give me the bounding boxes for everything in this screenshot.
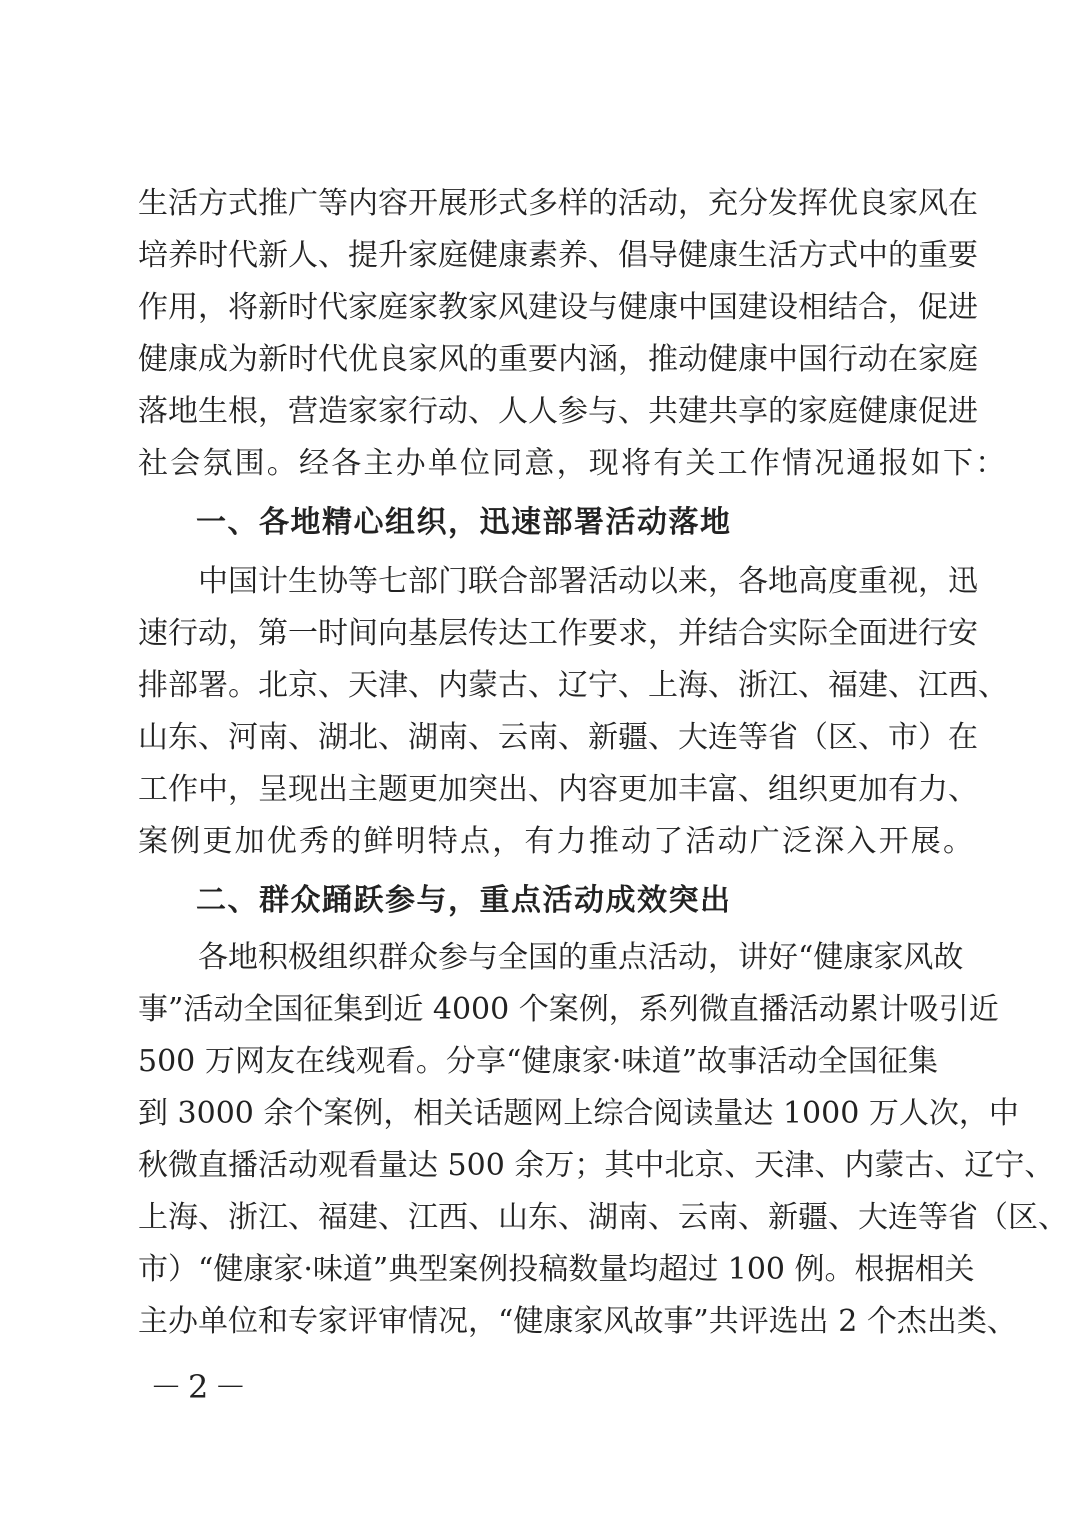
body-text-line: 中国计生协等七部门联合部署活动以来，各地高度重视，迅 [198, 564, 978, 599]
body-text-line: 到 3000 余个案例，相关话题网上综合阅读量达 1000 万人次，中 [138, 1096, 1019, 1131]
body-text-line: 秋微直播活动观看量达 500 余万；其中北京、天津、内蒙古、辽宁、 [138, 1148, 1055, 1183]
page-number: －2－ [150, 1368, 253, 1406]
body-text-line: 速行动，第一时间向基层传达工作要求，并结合实际全面进行安 [138, 616, 978, 651]
body-text-line: 各地积极组织群众参与全国的重点活动，讲好“健康家风故 [198, 940, 964, 975]
section-heading-1: 一、各地精心组织，迅速部署活动落地 [196, 505, 732, 540]
body-text-line: 社会氛围。经各主办单位同意，现将有关工作情况通报如下： [138, 446, 1008, 481]
body-text-line: 健康成为新时代优良家风的重要内涵，推动健康中国行动在家庭 [138, 342, 978, 377]
body-text-line: 落地生根，营造家家行动、人人参与、共建共享的家庭健康促进 [138, 394, 978, 429]
body-text-line: 工作中，呈现出主题更加突出、内容更加丰富、组织更加有力、 [138, 772, 978, 807]
body-text-line: 培养时代新人、提升家庭健康素养、倡导健康生活方式中的重要 [138, 238, 978, 273]
body-text-line: 山东、河南、湖北、湖南、云南、新疆、大连等省（区、市）在 [138, 720, 978, 755]
body-text-line: 作用，将新时代家庭家教家风建设与健康中国建设相结合，促进 [138, 290, 978, 325]
body-text-line: 市）“健康家·味道”典型案例投稿数量均超过 100 例。根据相关 [138, 1252, 975, 1287]
body-text-line: 事”活动全国征集到近 4000 个案例，系列微直播活动累计吸引近 [138, 992, 999, 1027]
body-text-line: 主办单位和专家评审情况，“健康家风故事”共评选出 2 个杰出类、 [138, 1304, 1017, 1339]
body-text-line: 排部署。北京、天津、内蒙古、辽宁、上海、浙江、福建、江西、 [138, 668, 1008, 703]
body-text-line: 500 万网友在线观看。分享“健康家·味道”故事活动全国征集 [138, 1044, 938, 1079]
section-heading-2: 二、群众踊跃参与，重点活动成效突出 [196, 883, 732, 918]
body-text-line: 案例更加优秀的鲜明特点，有力推动了活动广泛深入开展。 [138, 824, 976, 859]
body-text-line: 上海、浙江、福建、江西、山东、湖南、云南、新疆、大连等省（区、 [138, 1200, 1068, 1235]
body-text-line: 生活方式推广等内容开展形式多样的活动，充分发挥优良家风在 [138, 186, 978, 221]
